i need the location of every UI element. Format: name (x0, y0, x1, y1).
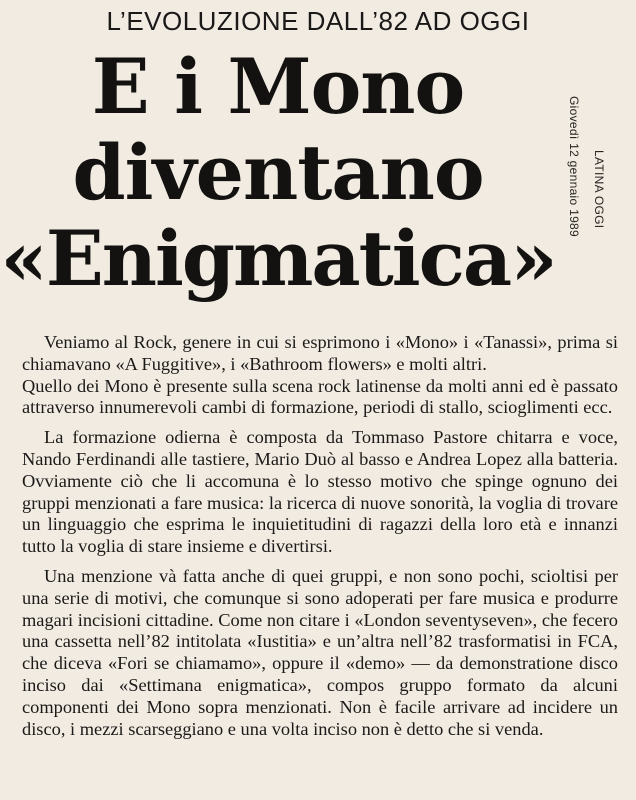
publication-name: LATINA OGGI (592, 150, 606, 229)
publication-date: Giovedì 12 gennaio 1989 (567, 96, 581, 238)
paragraph-4: Una menzione và fatta anche di quei gruppi, e non sono pochi, scioltisi per una serie di motivi, che comunque si sono adoperati per fare musica e produrre magari incisioni cittadine. Come non citare i «London seventyseven», che fecero una cassetta nell’82 intitolata «Iustitia» e un’altra nell’82 trasformatisi in FCA, che diceva «Fori se chiamamo», oppure il «demo» — da demonstratione disco inciso dai «Settimana enigmatica», compos gruppo formato da alcuni componenti dei Mono sopra menzionati. Non è facile arrivare ad incidere un disco, i mezzi scarseggiano e una volta inciso non è detto che si venda. (22, 565, 618, 739)
paragraph-1: Veniamo al Rock, genere in cui si esprimono i «Mono» i «Tanassi», prima si chiamavano «A Fuggitive», i «Bathroom flowers» e molti altri. (22, 332, 618, 374)
paragraph-3: La formazione odierna è composta da Tommaso Pastore chitarra e voce, Nando Ferdinandi alle tastiere, Mario Duò al basso e Andrea Lopez alla batteria. Ovviamente ciò che li accomuna è lo stesso motivo che spinge ognuno dei gruppi menzionati a fare musica: la ricerca di nuove sonorità, la voglia di trovare un linguaggio che esprima le inquietitudini di ragazzi della loro età e innanzi tutto la voglia di stare insieme e divertirsi. (22, 427, 618, 557)
article-kicker: L’EVOLUZIONE DALL’82 AD OGGI (106, 6, 530, 36)
headline-line-2: diventano (72, 128, 484, 217)
headline-line-1: E i Mono (91, 42, 465, 131)
headline-line-3: «Enigmatica» (0, 214, 556, 303)
article-body (22, 332, 618, 748)
paragraph-2: Quello dei Mono è presente sulla scena rock latinense da molti anni ed è passato attraverso innumerevoli cambi di formazione, periodi di stallo, scioglimenti ecc. (22, 375, 618, 418)
